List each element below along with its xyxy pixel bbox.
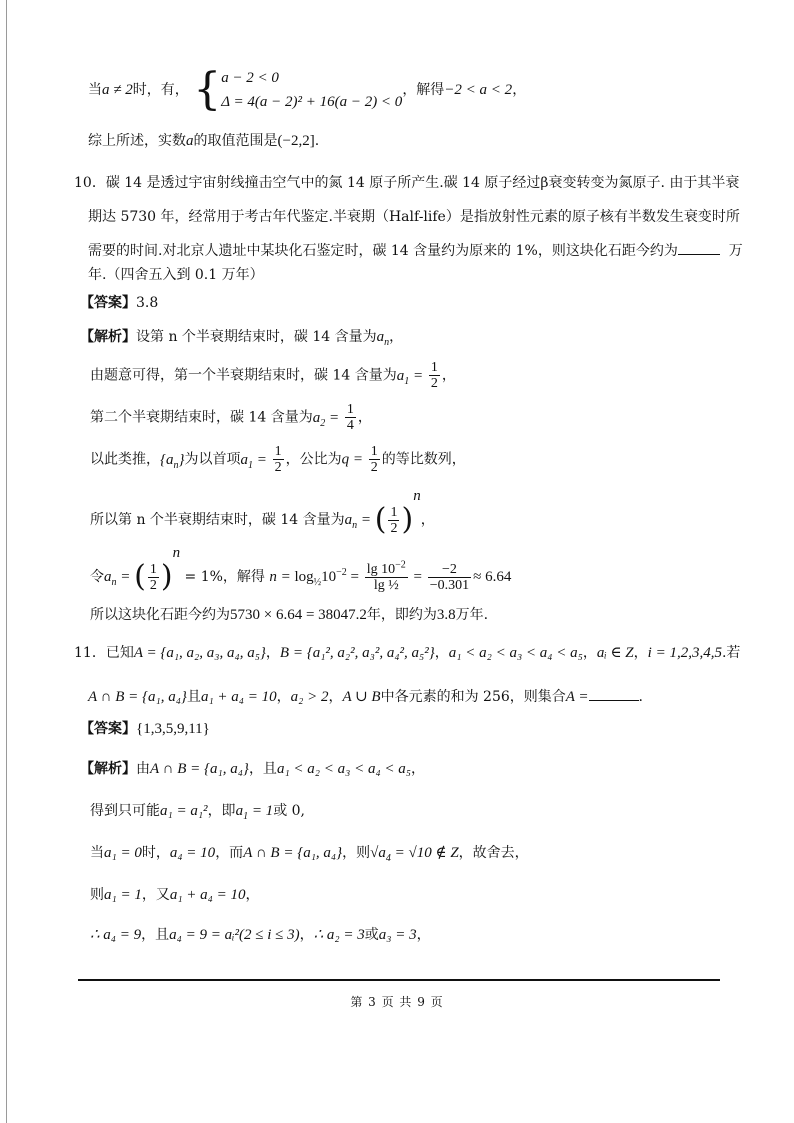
q10-text-line-2: 期达 5730 年，经常用于考古年代鉴定.半衰期（Half-life）是指放射性元素的原子核有半数发生衰变时所 (88, 209, 740, 225)
q11-text-line-2: A ∩ B = {a₁, a₄}且a₁ + a₄ = 10，a₂ > 2，A ∪ B中各元素的和为 256，则集合A = . (88, 686, 643, 708)
q11-text-line-1: 11．已知A = {a₁, a₂, a₃, a₄, a₅}，B = {a₁², a₂², a₃², a₄², a₅²}，a₁ < a₂ < a₃ < a₄ < a₅，aᵢ ∈ Z，i = 1,2,3,4,5.若 (74, 645, 741, 661)
q10-text-line-1: 10．碳 14 是透过宇宙射线撞击空气中的氮 14 原子所产生.碳 14 原子经过β衰变转变为氮原子. 由于其半衰 (74, 175, 740, 191)
q11-analysis-line-2: 得到只可能a₁ = a₁²，即$a_1 = 1$或 0, (90, 803, 305, 822)
q10-analysis-line-3: 第二个半衰期结束时，碳 14 含量为$a_2$ = $\frac{1}{4}$ ， (90, 402, 372, 433)
prev-summary-line: 综上所述，实数a的取值范围是(−2,2]. (88, 133, 320, 149)
fraction-one-quarter: $\frac{1}{4}$ (346, 402, 354, 433)
q10-analysis-line-7: 所以这块化石距今约为5730 × 6.64 = 38047.2年，即约为3.8万年. (90, 607, 489, 623)
var-a: a (186, 133, 194, 149)
answer-blank-2 (589, 686, 639, 701)
cond-a-ne-2: a ≠ 2 (102, 82, 133, 98)
system-brace: { (193, 64, 222, 115)
inequality-system: a − 2 < 0 Δ = 4(a − 2)² + 16(a − 2) < 0 (221, 70, 403, 110)
q10-analysis-line-4: 以此类推，$\{a_n\}$为以首项$a_1$ = $\frac{1}{2}$ ，公比为q = $\frac{1}{2}$ 的等比数列， (90, 444, 466, 475)
page-number: 第 3 页 共 9 页 (350, 995, 444, 1009)
q10-analysis-line-5: 所以第 n 个半衰期结束时，碳 14 含量为$a_n$ = ( $\frac{1}{2}$ )$^n$， (90, 488, 435, 537)
page-left-margin-line (6, 0, 7, 1123)
footer-divider (78, 979, 720, 981)
q10-analysis-line-1: 【解析】设第 n 个半衰期结束时，碳 14 含量为$a_n$， (80, 329, 404, 348)
q11-analysis-line-1: 【解析】由A ∩ B = {a₁, a₄}，且a₁ < a₂ < a₃ < a₄ < a₅， (80, 761, 425, 777)
prev-case-line: 当a ≠ 2时，有， { a − 2 < 0 Δ = 4(a − 2)² + 16(a − 2) < 0 ，解得−2 < a < 2， (88, 64, 527, 115)
fraction-log-ratio: $\frac{\lg 10^{-2}}{\text{lg ½}}$ (366, 558, 406, 593)
q11-analysis-line-5: ∴ a₄ = 9，且a₄ = 9 = aᵢ²(2 ≤ i ≤ 3)，∴ a₂ = 3或a₃ = 3， (90, 927, 431, 943)
q10-analysis-line-2: 由题意可得，第一个半衰期结束时，碳 14 含量为$a_1$ = $\frac{1}{2}$ ， (90, 360, 456, 391)
q11-analysis-line-4: 则a₁ = 1，又a₁ + a₄ = 10， (90, 887, 260, 903)
q11-answer: 【答案】{1,3,5,9,11} (80, 721, 210, 737)
q10-analysis-line-6: 令$a_n$ = ( $\frac{1}{2}$ )$^n$ = 1%，解得 $n = \log_{\frac{1}{2}}10^{-2}$ = $\frac{\lg 10^{-2}}{\text{lg ½}}$ = $\frac{-2}{-0.301}$ ≈ 6.64 (90, 545, 512, 594)
q10-answer: 【答案】3.8 (80, 295, 159, 311)
q10-text-line-3: 需要的时间.对北京人遗址中某块化石鉴定时，碳 14 含量约为原来的 1%，则这块化石距今约为 万 (88, 240, 743, 262)
q10-text-line-4: 年.（四舍五入到 0.1 万年） (88, 267, 264, 283)
answer-blank (678, 240, 720, 255)
fraction-one-half: $\frac{1}{2}$ (430, 360, 438, 391)
q11-analysis-line-3: 当a₁ = 0时，a₄ = 10，而A ∩ B = {a₁, a₄}，则$√a_4 = √10$ ∉ Z，故舍去， (90, 845, 529, 864)
